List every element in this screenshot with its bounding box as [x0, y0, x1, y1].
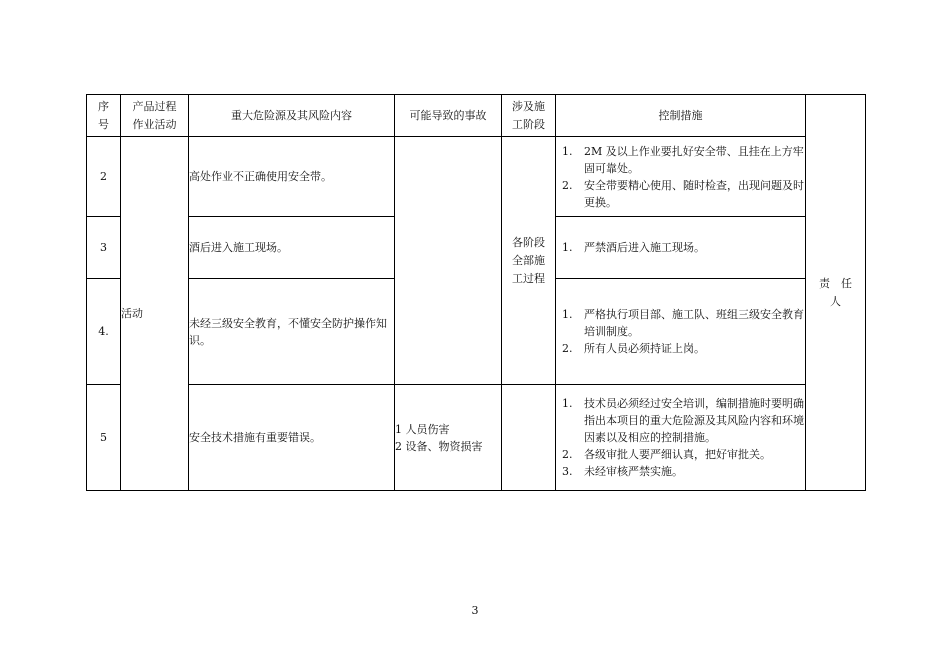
header-activity-line1: 产品过程 [132, 99, 177, 113]
row-number: 2 [87, 137, 121, 217]
measure-number: 2. [562, 448, 573, 461]
risk-table-container [86, 94, 866, 491]
measures-cell [556, 217, 806, 279]
measure-item [556, 340, 805, 357]
header-no [87, 95, 121, 137]
measures-list [556, 306, 805, 357]
accident-cell [395, 385, 502, 491]
header-no-line1: 序 [98, 99, 109, 113]
measure-text: 严禁酒后进入施工现场。 [584, 241, 705, 254]
measure-item [556, 143, 805, 177]
stage-cell [502, 137, 556, 385]
header-stage [502, 95, 556, 137]
measure-text: 技术员必须经过安全培训，编制措施时要明确指出本项目的重大危险源及其风险内容和环境因素以及相应的控制措施。 [584, 397, 804, 444]
stage-line: 全部施 [512, 253, 545, 267]
measure-text: 各级审批人要严细认真，把好审批关。 [584, 448, 771, 461]
header-responsible-line2: 人 [830, 294, 841, 308]
header-row [87, 95, 866, 137]
header-no-line2: 号 [98, 117, 109, 131]
stage-line: 工过程 [512, 271, 545, 285]
measures-cell [556, 385, 806, 491]
measure-text: 2M 及以上作业要扎好安全带、且挂在上方牢固可靠处。 [584, 144, 804, 175]
measure-number: 1. [562, 308, 573, 321]
measure-item [556, 306, 805, 340]
header-responsible [806, 95, 866, 491]
measures-list [556, 143, 805, 211]
measure-number: 3. [562, 465, 573, 478]
row-number: 4. [87, 279, 121, 385]
measure-item [556, 395, 805, 446]
hazard-cell: 未经三级安全教育，不懂安全防护操作知识。 [189, 279, 395, 385]
hazard-cell: 酒后进入施工现场。 [189, 217, 395, 279]
measures-cell [556, 279, 806, 385]
header-activity-line2: 作业活动 [132, 117, 177, 131]
hazard-cell: 高处作业不正确使用安全带。 [189, 137, 395, 217]
row-number: 5 [87, 385, 121, 491]
measure-number: 2. [562, 178, 573, 192]
measure-number: 1. [562, 397, 573, 410]
stage-line: 各阶段 [512, 235, 545, 249]
measure-item [556, 463, 805, 480]
accident-line: 2 设备、物资损害 [395, 439, 483, 453]
table-row [87, 137, 866, 217]
row-number: 3 [87, 217, 121, 279]
accident-cell-empty [395, 137, 502, 385]
activity-cell: 活动 [121, 137, 189, 491]
accident-line: 1 人员伤害 [395, 422, 450, 436]
measure-item [556, 446, 805, 463]
hazard-cell: 安全技术措施有重要错误。 [189, 385, 395, 491]
measure-number: 2. [562, 342, 573, 355]
measure-text: 安全带要精心使用、随时检查，出现问题及时更换。 [584, 178, 804, 209]
header-activity [121, 95, 189, 137]
header-hazard: 重大危险源及其风险内容 [189, 95, 395, 137]
header-responsible-line1: 责 任 [819, 276, 852, 290]
header-stage-line1: 涉及施 [512, 99, 545, 113]
table-row [87, 385, 866, 491]
measure-text: 所有人员必须持证上岗。 [584, 342, 705, 355]
risk-control-table [86, 94, 866, 491]
measures-cell [556, 137, 806, 217]
measure-text: 未经审核严禁实施。 [584, 465, 683, 478]
header-measures: 控制措施 [556, 95, 806, 137]
measure-number: 1. [562, 144, 573, 158]
measures-list [556, 239, 805, 256]
measure-item [556, 239, 805, 256]
measure-text: 严格执行项目部、施工队、班组三级安全教育培训制度。 [584, 308, 804, 338]
header-accident: 可能导致的事故 [395, 95, 502, 137]
stage-cell-empty [502, 385, 556, 491]
measure-item [556, 177, 805, 211]
page-number: 3 [471, 604, 479, 617]
measure-number: 1. [562, 241, 573, 254]
header-stage-line2: 工阶段 [512, 117, 545, 131]
measures-list [556, 395, 805, 480]
